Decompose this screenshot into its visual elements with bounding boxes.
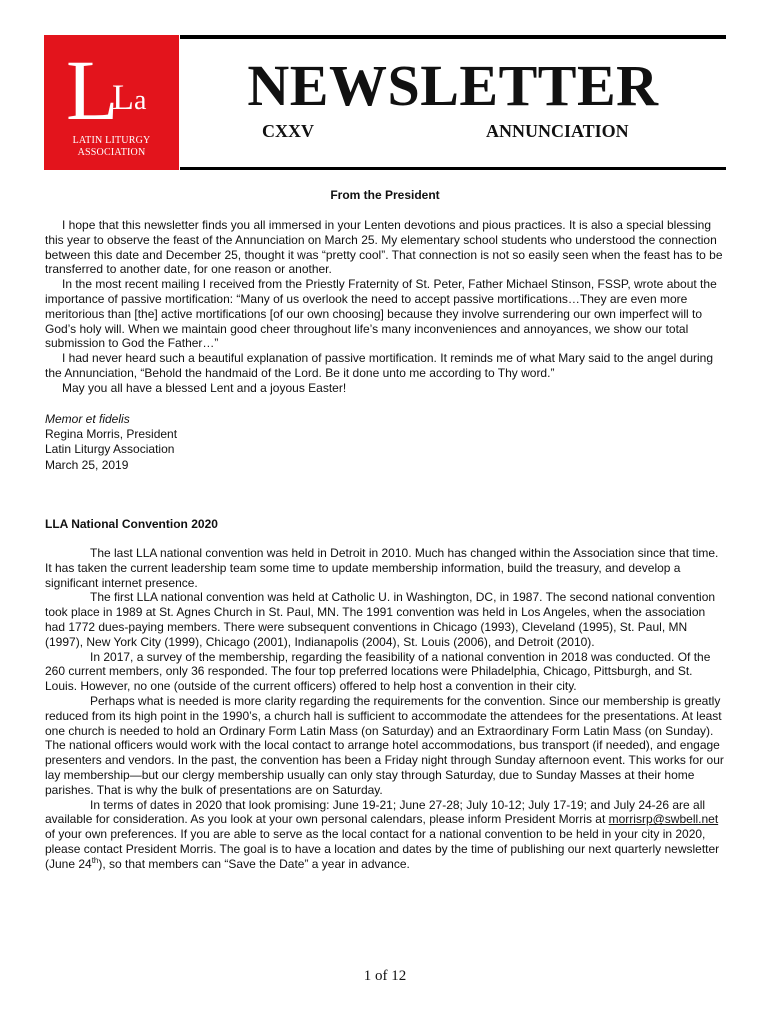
issue-name: ANNUNCIATION xyxy=(486,121,629,141)
monogram-big-l: L xyxy=(66,43,119,133)
logo-org-name xyxy=(44,135,179,159)
logo-org-line1: LATIN LITURGY xyxy=(72,135,151,146)
signature-name: Regina Morris, President xyxy=(45,427,178,442)
convention-article xyxy=(45,546,725,872)
president-paragraph: In the most recent mailing I received from the Priestly Fraternity of St. Peter, Father Michael Stinson, FSSP, wrote about the importance of passive mortification: “Many of us overlook the need to accept passive mortifications…They are even more meritorious than [the] active mortifications [of our own choosing] because they involve surrendering our own imperfect will to God’s holy will. When we maintain good cheer throughout life’s many inconveniences and annoyances, we show our total submission to God the Father…” xyxy=(45,277,717,351)
convention-paragraph: Perhaps what is needed is more clarity regarding the requirements for the convention. Since our membership is greatly reduced from its high point in the 1990’s, a church hall is sufficient to accommodate the attendees for the presentations. At least one church is needed to hold an Ordinary Form Latin Mass (on Saturday) and an Extraordinary Form Latin Mass (on Sunday). The national officers would work with the local contact to arrange hotel accommodations, bus transport (if needed), and engage presenters and vendors. In the past, the convention has been a Friday night through Sunday afternoon event. This works for our lay membership—but our clergy membership usually can only stay through Saturday, due to Sunday Masses at their home parishes. That is why the bulk of presentations are on Saturday. xyxy=(45,693,724,797)
convention-paragraph: The first LLA national convention was held at Catholic U. in Washington, DC, in 1987. The second national convention took place in 1989 at St. Agnes Church in St. Paul, MN. The 1991 convention was held in Los Angeles, when the association had 1772 dues-paying members. There were subsequent conventions in Chicago (1993), Cleveland (1995), St. Paul, MN (1997), New York City (1999), Chicago (2001), Indianapolis (2004), St. Louis (2006), and Detroit (2010). xyxy=(45,590,716,649)
convention-paragraph-dates xyxy=(45,798,725,872)
lla-monogram xyxy=(66,43,158,133)
convention-paragraph: The last LLA national convention was held in Detroit in 2010. Much has changed within the Association since that time. It has taken the current leadership team some time to update membership information, build the treasury, and develop a significant internet presence. xyxy=(45,546,719,590)
convention-heading: LLA National Convention 2020 xyxy=(45,517,218,531)
masthead-bottom-rule xyxy=(180,167,726,170)
newsletter-title: NEWSLETTER xyxy=(247,53,659,118)
issue-number: CXXV xyxy=(262,121,314,141)
president-email-link[interactable]: morrisrp@swbell.net xyxy=(608,812,719,827)
signature-date: March 25, 2019 xyxy=(45,457,129,472)
president-paragraph: May you all have a blessed Lent and a joyous Easter! xyxy=(62,380,347,395)
signature-closing: Memor et fidelis xyxy=(45,412,130,426)
president-letter xyxy=(45,218,725,396)
lla-logo xyxy=(44,35,179,170)
president-heading: From the President xyxy=(330,188,440,202)
monogram-small-a: a xyxy=(134,85,147,116)
dates-text-end: ), so that members can “Save the Date” a year in advance. xyxy=(98,856,410,871)
logo-org-line2: ASSOCIATION xyxy=(77,147,146,158)
president-paragraph: I had never heard such a beautiful explanation of passive mortification. It reminds me of what Mary said to the angel during the Annunciation, “Behold the handmaid of the Lord. Be it done unto me according to Thy word.” xyxy=(45,351,714,380)
president-paragraph: I hope that this newsletter finds you all immersed in your Lenten devotions and pious practices. It is also a special blessing this year to observe the feast of the Annunciation on March 25. My elementary school students who understood the connection between this date and December 25, thought it was “pretty cool”. That connection is not so easily seen when the feast has to be transferred to another date, for one reason or another. xyxy=(45,218,723,277)
dates-text-after-email: of your own preferences. If you are able to serve as the local contact for a national convention to be held in your city in 2020, please contact President Morris. The goal is to have a location and dates by the time of publishing our next quarterly newsletter (June 24 xyxy=(45,827,720,871)
page-number: 1 of 12 xyxy=(363,968,407,984)
monogram-small-l: L xyxy=(112,77,134,117)
masthead-top-rule xyxy=(180,35,726,39)
date-superscript: th xyxy=(91,855,99,865)
dates-text-before-email: In terms of dates in 2020 that look promising: June 19-21; June 27-28; July 10-12; July 17-19; and July 24-26 are all available for consideration. As you look at your own personal calendars, please inform President Morris at xyxy=(45,797,706,827)
convention-paragraph: In 2017, a survey of the membership, regarding the feasibility of a national convention in 2018 was conducted. Of the 260 current members, only 36 responded. The four top preferred locations were Philadelphia, Chicago, Pittsburgh, and St. Louis. However, no one (outside of the current officers) offered to help host a convention in their city. xyxy=(45,649,711,694)
signature-org: Latin Liturgy Association xyxy=(45,442,175,457)
signature-block xyxy=(45,412,177,473)
